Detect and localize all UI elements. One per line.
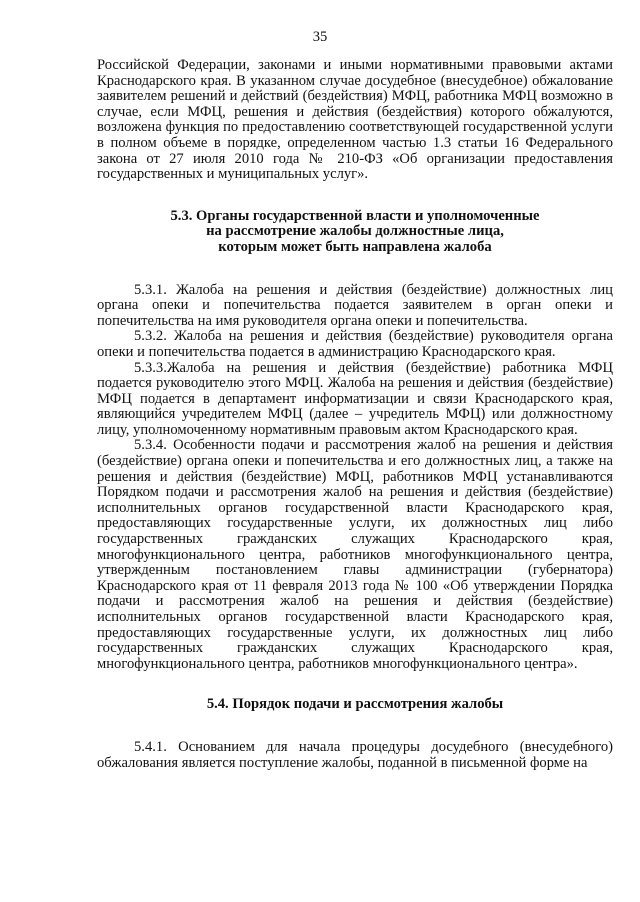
- section-5-3-heading: [97, 209, 613, 256]
- section-5-4-heading: 5.4. Порядок подачи и рассмотрения жалобы: [206, 696, 504, 713]
- paragraph-5-4-1: 5.4.1. Основанием для начала процедуры досудебного (внесудебного) обжалования является поступление жалобы, поданной в письменной форме на: [97, 738, 613, 771]
- paragraph-5-3-3: 5.3.3.Жалоба на решения и действия (бездействие) работника МФЦ подается руководителю этого МФЦ. Жалоба на решения и действия (бездействие) МФЦ подается в департамент информатизации и связи Краснодарского края, являющийся учредителем МФЦ (далее – учредитель МФЦ) или должностному лицу, уполномоченному нормативным правовым актом Краснодарского края.: [97, 359, 613, 438]
- page-number: 35: [312, 29, 328, 45]
- paragraph-continuation: Российской Федерации, законами и иными нормативными правовыми актами Краснодарского края. В указанном случае досудебное (внесудебное) обжалование заявителем решений и действий (бездействия) МФЦ, работника МФЦ возможно в случае, если МФЦ, решения и действия (бездействия) которого обжалуются, возложена функция по предоставлению соответствующей государственной услуги в полном объеме в порядке, определенном частью 1.3 статьи 16 Федерального закона от 27 июля 2010 года № 210-ФЗ «Об организации предоставления государственных и муниципальных услуг».: [97, 57, 613, 183]
- section-5-3-heading-line: на рассмотрение жалобы должностные лица,: [206, 223, 504, 240]
- page-content: [97, 58, 613, 771]
- paragraph-5-3-1: 5.3.1. Жалоба на решения и действия (бездействие) должностных лиц органа опеки и попечительства подается заявителем в орган опеки и попечительства на имя руководителя органа опеки и попечительства.: [97, 281, 613, 329]
- section-5-3-heading-line: которым может быть направлена жалоба: [218, 238, 492, 255]
- paragraph-5-3-2: 5.3.2. Жалоба на решения и действия (бездействие) руководителя органа опеки и попечительства подается в администрацию Краснодарского края.: [97, 328, 613, 360]
- section-5-3-heading-line: 5.3. Органы государственной власти и уполномоченные: [170, 207, 540, 224]
- paragraph-5-3-4: 5.3.4. Особенности подачи и рассмотрения жалоб на решения и действия (бездействие) органа опеки и попечительства и его должностных лиц, а также на решения и действия (бездействие) МФЦ, работников МФЦ устанавливаются Порядком подачи и рассмотрения жалоб на решения и действия (бездействие) исполнительных органов государственной власти Краснодарского края, предоставляющих государственные услуги, их должностных лиц либо государственных гражданских служащих Краснодарского края, многофункционального центра, работников многофункционального центра, утвержденным постановлением главы администрации (губернатора) Краснодарского края от 11 февраля 2013 года № 100 «Об утверждении Порядка подачи и рассмотрения жалоб на решения и действия (бездействие) исполнительных органов государственной власти Краснодарского края, предоставляющих государственные услуги, их должностных лиц либо государственных гражданских служащих Краснодарского края, многофункционального центра, работников многофункционального центра».: [97, 437, 613, 672]
